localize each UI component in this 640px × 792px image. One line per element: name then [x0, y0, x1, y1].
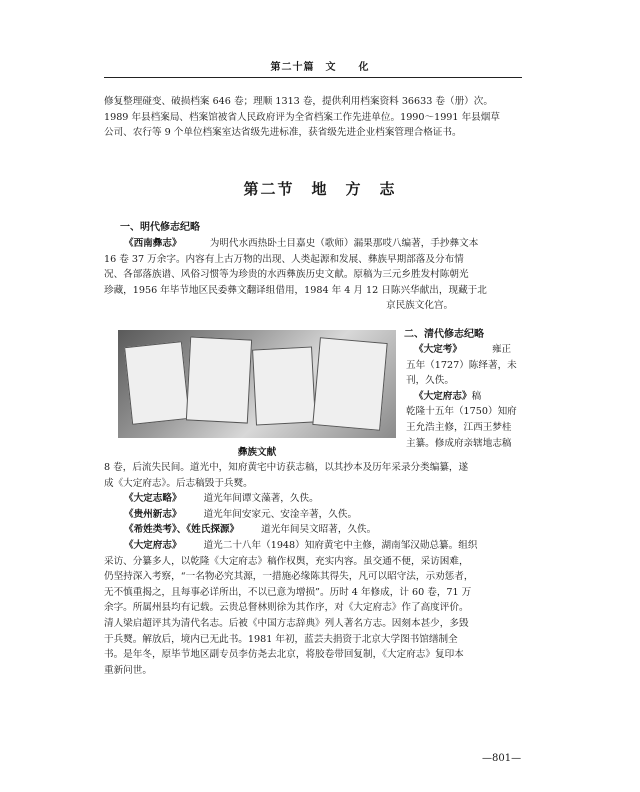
photo-caption: 彝族文献 — [237, 447, 277, 458]
text-line: 余字。所属州县均有记载。云贵总督林则徐为其作序，对《大定府志》作了高度评价。 — [104, 602, 469, 614]
text-line: 无不慎重揭之，且每事必详所出，不以已意为增损”。历时 4 年修成，计 60 卷，71 万 — [104, 586, 472, 598]
ming-heading: 一、明代修志纪略 — [120, 222, 200, 233]
text-line: 8 卷，后流失民间。道光中，知府黄宅中访获志稿，以其抄本及历年采录分类编纂，遂 — [104, 462, 469, 473]
text-line: 刊，久佚。 — [406, 375, 454, 387]
text-line: 清人梁启超评其为清代名志。后被《中国方志辞典》列人著名方志。因刻本甚少，多毁 — [104, 617, 469, 629]
entry-title: 《大定考》 — [414, 344, 462, 355]
text-line — [104, 538, 522, 554]
text-line: 仍坚持深入考察，“一名物必究其源，一措施必缘陈其得失，凡可以昭守法，示劝惩者， — [104, 571, 474, 583]
text-line: 王允浩主修，江西王梦桂 — [406, 421, 512, 433]
qing-paragraph — [104, 460, 522, 678]
text-line: 1989 年县档案局、档案馆被省人民政府评为全省档案工作先进单位。1990～1991 年县烟草 — [104, 111, 500, 123]
text-line: 公司、农行等 9 个单位档案室达省级先进标准，获省级先进企业档案管理合格证书。 — [104, 127, 462, 139]
qing-heading: 二、清代修志纪略 — [404, 329, 484, 340]
entry-title: 《希姓类考》、《姓氏探源》 — [124, 524, 240, 536]
qing-side-column — [406, 342, 524, 451]
text-line: 珍藏，1956 年毕节地区民委彝文翻译组借用，1984 年 4 月 12 日陈兴华献出，现藏于北 — [104, 284, 487, 296]
entry-title: 《贵州新志》 — [124, 508, 182, 520]
photo-book — [252, 346, 316, 425]
entry-title: 《西南彝志》 — [124, 238, 182, 249]
entry-text: 雍正 — [491, 344, 512, 355]
text-line: 书。是年冬，原毕节地区副专员李仿尧去北京，将胶卷带回复制，《大定府志》复印本 — [104, 649, 464, 661]
short-entry — [104, 507, 522, 523]
text-line: 16 卷 37 万余字。内容有上古万物的出现、人类起源和发展、彝族早期部落及分布情 — [104, 253, 464, 265]
text-line: 五年（1727）陈绎著，未 — [406, 359, 517, 371]
text-line: 况、各部落族谱、风俗习惯等为珍贵的水西彝族历史文献。原稿为三元乡胜发村陈朝光 — [104, 269, 469, 281]
ming-paragraph — [104, 236, 522, 314]
section-title: 第二节 地 方 志 — [243, 180, 397, 198]
entry-text: 道光二十八年（1948）知府黄宅中主修，湖南邹汉勋总纂。组织 — [203, 539, 478, 551]
running-header: 第二十篇 文 化 — [270, 62, 370, 73]
entry-title: 《大定府志》 — [124, 539, 182, 551]
intro-paragraph — [104, 94, 522, 141]
text-line: 修复整理碰变、破损档案 646 卷；理顺 1313 卷，提供利用档案资料 36633 卷（册）次。 — [104, 96, 493, 107]
entry-text: 道光年间谭文藻著，久佚。 — [203, 493, 319, 505]
photo-book — [312, 337, 387, 431]
text-line — [406, 389, 524, 405]
page-number: —801— — [482, 753, 522, 764]
photo-book — [186, 336, 252, 423]
photo-book — [124, 341, 190, 425]
document-photo — [118, 330, 396, 438]
entry-text: 稿 — [471, 390, 482, 402]
text-line: 京民族文化宫。 — [386, 300, 454, 312]
entry-text: 为明代水西热卧土目嘉史（歌师）漏果那哎八编著，手抄彝文本 — [209, 238, 479, 249]
text-line: 主纂。修成府亲辖地志稿 — [406, 437, 512, 449]
short-entry — [104, 491, 522, 507]
entry-title: 《大定府志》 — [414, 390, 472, 402]
text-line: 成《大定府志》。后志稿毁于兵燹。 — [104, 477, 253, 489]
entry-text: 道光年间安家元、安淦辛著，久佚。 — [203, 508, 358, 520]
text-line: 于兵燹。解放后，境内已无此书。1981 年初，蓝芸夫捐资于北京大学图书馆缮制全 — [104, 633, 458, 645]
entry-text: 道光年间吴文昭著，久佚。 — [261, 524, 377, 536]
text-line: 采访、分纂多人，以乾隆《大定府志》稿作权舆，充实内容。虽交通不便，采访困难， — [104, 555, 469, 567]
header-rule — [104, 77, 522, 78]
short-entry — [104, 522, 522, 538]
text-line: 重新问世。 — [104, 664, 152, 676]
text-line — [104, 236, 522, 252]
text-line: 乾隆十五年（1750）知府 — [406, 406, 517, 418]
text-line — [406, 342, 524, 358]
entry-title: 《大定志略》 — [124, 493, 182, 505]
